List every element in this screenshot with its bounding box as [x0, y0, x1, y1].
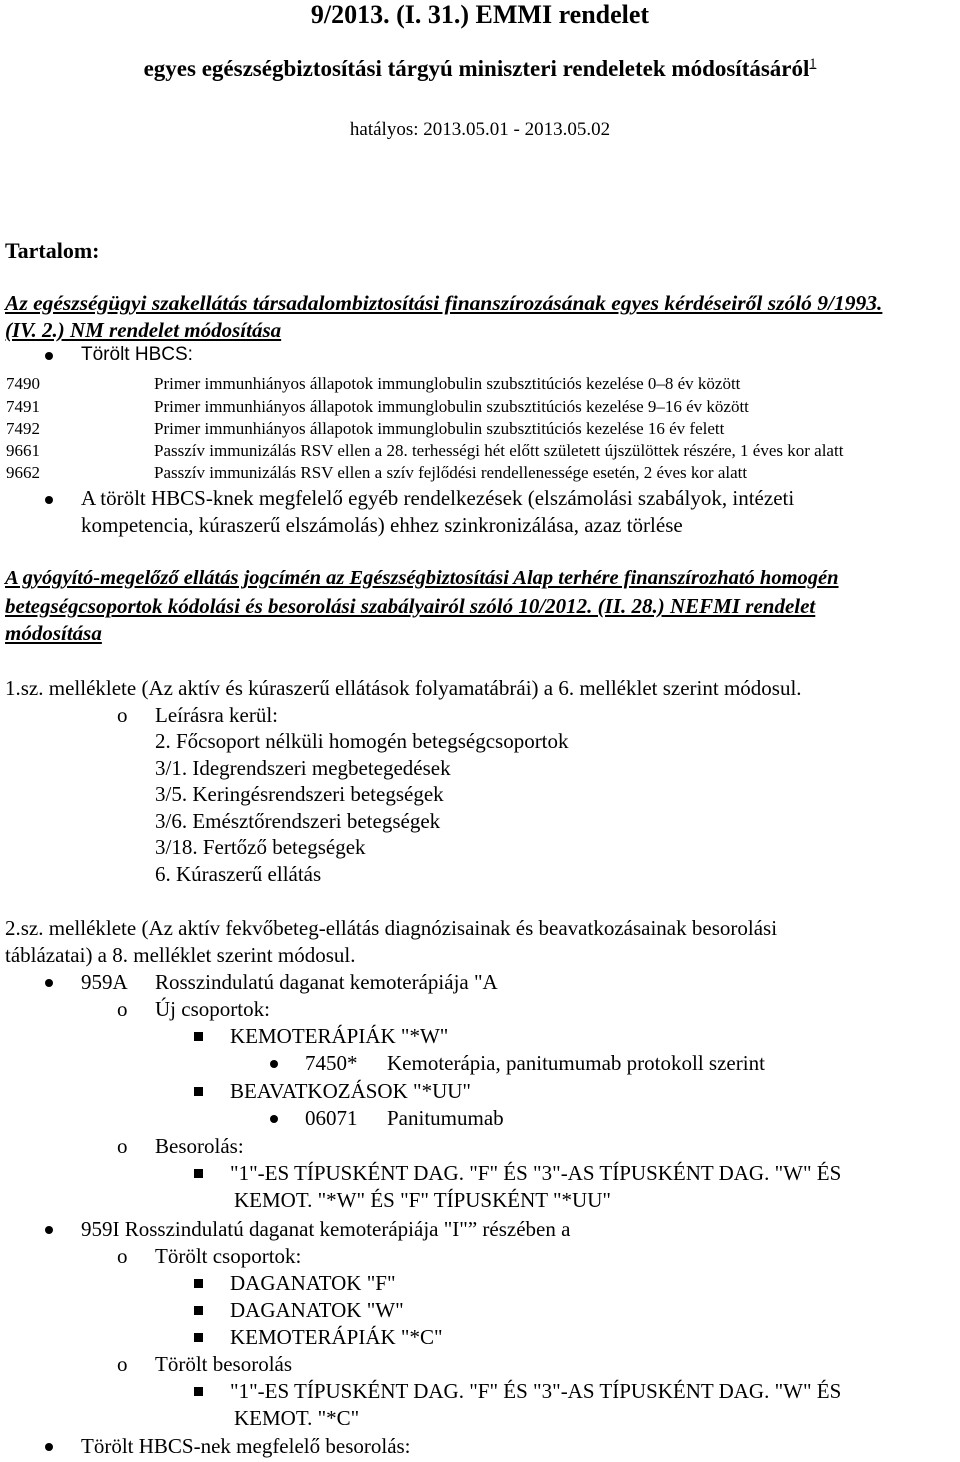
new-groups-label: Új csoportok:	[155, 997, 270, 1021]
group-title: 959I Rosszindulatú daganat kemoterápiája "I"” részében a	[81, 1217, 571, 1241]
hbcs-code: 7492	[6, 419, 40, 438]
described-item: 3/18. Fertőző betegségek	[155, 835, 366, 859]
square-bullet-icon	[194, 1032, 203, 1041]
deleted-group: KEMOTERÁPIÁK "*C"	[230, 1325, 443, 1349]
item-code: 06071	[305, 1106, 358, 1130]
section1-heading[interactable]: Az egészségügyi szakellátás társadalombiztosítási finanszírozásának egyes kérdéseiről szóló 9/1993.	[5, 291, 883, 315]
hbcs-code: 7491	[6, 397, 40, 416]
described-item: 6. Kúraszerű ellátás	[155, 862, 322, 886]
bullet-icon	[270, 1115, 278, 1123]
classification-text: "1"-ES TÍPUSKÉNT DAG. "F" ÉS "3"-AS TÍPUSKÉNT DAG. "W" ÉS	[230, 1161, 842, 1185]
toc-label: Tartalom:	[5, 238, 100, 263]
sync-note: A törölt HBCS-knek megfelelő egyéb rendelkezések (elszámolási szabályok, intézeti	[81, 486, 795, 510]
section2-heading-cont[interactable]: betegségcsoportok kódolási és besorolási szabályairól szóló 10/2012. (II. 28.) NEFMI rendelet	[5, 594, 816, 618]
deleted-class-label: Törölt besorolás	[155, 1352, 293, 1376]
square-bullet-icon	[194, 1306, 203, 1315]
document-title: 9/2013. (I. 31.) EMMI rendelet	[310, 0, 650, 29]
hbcs-desc: Primer immunhiányos állapotok immunglobulin szubsztitúciós kezelése 16 év felett	[154, 419, 725, 438]
circle-bullet-icon: o	[117, 1244, 128, 1268]
group-code: 959A	[81, 970, 128, 994]
bullet-icon	[45, 979, 53, 987]
document-subtitle: egyes egészségbiztosítási tárgyú miniszteri rendeletek módosításáról$^1$	[143, 56, 817, 81]
deleted-class-text-cont: KEMOT. "*C"	[234, 1406, 360, 1430]
last-line: Törölt HBCS-nek megfelelő besorolás:	[81, 1434, 411, 1458]
classification-text-cont: KEMOT. "*W" ÉS "F" TÍPUSKÉNT "*UU"	[234, 1188, 611, 1212]
square-bullet-icon	[194, 1087, 203, 1096]
annex1-text: 1.sz. melléklete (Az aktív és kúraszerű ellátások folyamatábrái) a 6. melléklet szerint módosul.	[5, 676, 802, 700]
described-label: Leírásra kerül:	[155, 703, 279, 727]
hbcs-desc: Passzív immunizálás RSV ellen a 28. terhességi hét előtt született újszülöttek részére, 1 éves kor alatt	[154, 441, 844, 460]
bullet-icon	[45, 1226, 53, 1234]
hbcs-code: 9661	[6, 441, 40, 460]
annex2-text-cont: táblázatai) a 8. melléklet szerint módosul.	[5, 943, 356, 967]
subgroup-label: BEAVATKOZÁSOK "*UU"	[230, 1079, 471, 1103]
item-desc: Kemoterápia, panitumumab protokoll szerint	[387, 1051, 765, 1075]
circle-bullet-icon: o	[117, 997, 128, 1021]
bullet-icon	[45, 352, 53, 360]
section2-heading[interactable]: A gyógyító-megelőző ellátás jogcímén az Egészségbiztosítási Alap terhére finanszírozható homogén	[5, 567, 839, 589]
annex2-text: 2.sz. melléklete (Az aktív fekvőbeteg-ellátás diagnózisainak és beavatkozásainak besorolási	[5, 916, 778, 940]
section1-heading-cont[interactable]: (IV. 2.) NM rendelet módosítása	[5, 318, 282, 342]
deleted-group: DAGANATOK "W"	[230, 1298, 404, 1322]
hbcs-desc: Primer immunhiányos állapotok immunglobulin szubsztitúciós kezelése 0–8 év között	[154, 374, 741, 393]
bullet-icon	[45, 496, 53, 504]
deleted-class-text: "1"-ES TÍPUSKÉNT DAG. "F" ÉS "3"-AS TÍPUSKÉNT DAG. "W" ÉS	[230, 1379, 842, 1403]
circle-bullet-icon: o	[117, 1134, 128, 1158]
square-bullet-icon	[194, 1169, 203, 1178]
hbcs-desc: Primer immunhiányos állapotok immunglobulin szubsztitúciós kezelése 9–16 év között	[154, 397, 749, 416]
sync-note-cont: kompetencia, kúraszerű elszámolás) ehhez szinkronizálása, azaz törlése	[81, 513, 683, 537]
deleted-group: DAGANATOK "F"	[230, 1271, 396, 1295]
subgroup-label: KEMOTERÁPIÁK "*W"	[230, 1024, 449, 1048]
item-desc: Panitumumab	[387, 1106, 504, 1130]
group-title: Rosszindulatú daganat kemoterápiája "A	[155, 970, 498, 994]
described-item: 2. Főcsoport nélküli homogén betegségcsoportok	[155, 729, 569, 753]
item-code: 7450*	[305, 1051, 358, 1075]
square-bullet-icon	[194, 1279, 203, 1288]
deleted-hbcs-label: Törölt HBCS:	[81, 344, 193, 365]
described-item: 3/1. Idegrendszeri megbetegedések	[155, 756, 451, 780]
deleted-groups-label: Törölt csoportok:	[155, 1244, 302, 1268]
section2-heading-end[interactable]: módosítása	[5, 621, 102, 645]
circle-bullet-icon: o	[117, 703, 128, 727]
described-item: 3/5. Keringésrendszeri betegségek	[155, 782, 444, 806]
described-item: 3/6. Emésztőrendszeri betegségek	[155, 809, 441, 833]
bullet-icon	[270, 1060, 278, 1068]
square-bullet-icon	[194, 1333, 203, 1342]
hbcs-code: 7490	[6, 374, 40, 393]
square-bullet-icon	[194, 1387, 203, 1396]
effective-dates: hatályos: 2013.05.01 - 2013.05.02	[349, 119, 611, 140]
classification-label: Besorolás:	[155, 1134, 244, 1158]
hbcs-code: 9662	[6, 463, 40, 482]
circle-bullet-icon: o	[117, 1352, 128, 1376]
hbcs-desc: Passzív immunizálás RSV ellen a szív fejlődési rendellenessége esetén, 2 éves kor alatt	[154, 463, 748, 482]
footnote-link[interactable]: 1	[809, 56, 817, 72]
bullet-icon	[45, 1443, 53, 1451]
